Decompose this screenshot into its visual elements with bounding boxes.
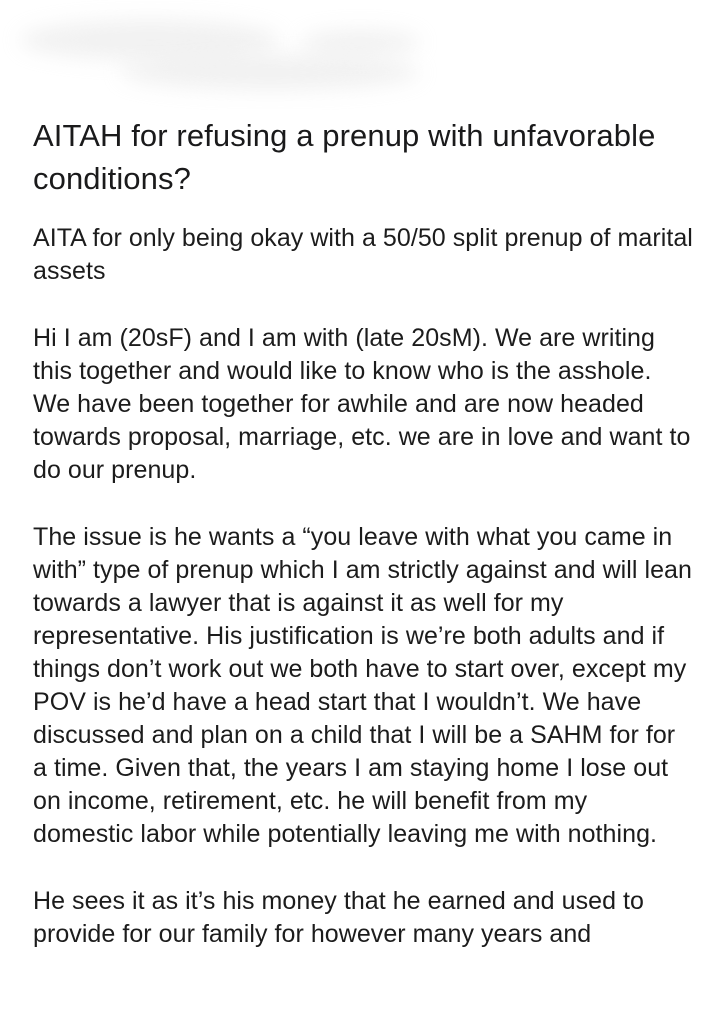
bottom-fade (0, 1017, 720, 1025)
post-paragraph: The issue is he wants a “you leave with what you came in with” type of prenup which I am strictly against and will lean towards a lawyer that is against it as well for my representative. His justification is we’re both adults and if things don’t work out we both have to start over, except my POV is he’d have a head start that I wouldn’t. We have discussed and plan on a child that I will be a SAHM for for a time. Given that, the years I am staying home I lose out on income, retirement, etc. he will benefit from my domestic labor while potentially leaving me with nothing. (33, 523, 692, 848)
post-paragraph: He sees it as it’s his money that he earned and used to provide for our family for however many years and (33, 887, 644, 948)
post-paragraph: Hi I am (20sF) and I am with (late 20sM). We are writing this together and would like to know who is the asshole. We have been together for awhile and are now headed towards proposal, marriage, etc. we are in love and want to do our prenup. (33, 324, 691, 484)
post-paragraph: AITA for only being okay with a 50/50 split prenup of marital assets (33, 224, 693, 285)
post-body (33, 222, 693, 951)
post-title: AITAH for refusing a prenup with unfavorable conditions? (33, 118, 656, 196)
blurred-header (0, 0, 720, 110)
post-card (33, 114, 693, 985)
